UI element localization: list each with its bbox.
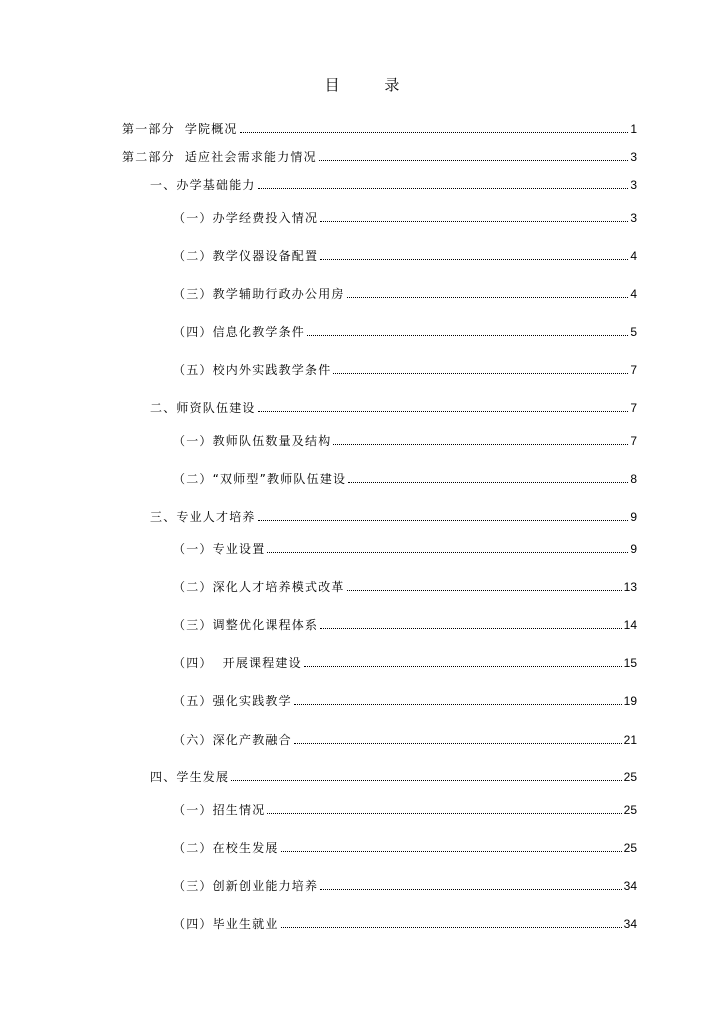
toc-entry-label: （二）深化人才培养模式改革	[173, 580, 345, 594]
toc-entry-label: （五）校内外实践教学条件	[173, 363, 332, 377]
toc-page-number: 9	[630, 542, 637, 556]
toc-leader-dots	[294, 742, 622, 744]
toc-entry[interactable]	[173, 359, 637, 377]
toc-entry-label: （六）深化产教融合	[173, 733, 292, 747]
toc-leader-dots	[320, 627, 621, 629]
toc-entry-label: 一、办学基础能力	[150, 178, 256, 192]
toc-page-number: 7	[630, 401, 637, 415]
toc-entry[interactable]	[173, 538, 637, 556]
toc-entry[interactable]	[122, 146, 637, 164]
toc-page-number: 25	[623, 770, 637, 784]
toc-entry-label: 第一部分 学院概况	[122, 122, 238, 136]
toc-leader-dots	[258, 519, 629, 521]
toc-page-number: 7	[630, 363, 637, 377]
toc-leader-dots	[347, 296, 629, 298]
toc-page-number: 34	[623, 917, 637, 931]
toc-leader-dots	[320, 220, 628, 222]
toc-entry[interactable]	[150, 766, 637, 784]
toc-entry[interactable]	[173, 729, 637, 747]
toc-entry-label: 三、专业人才培养	[150, 510, 256, 524]
toc-page-number: 3	[630, 150, 637, 164]
toc-page-number: 25	[623, 803, 637, 817]
toc-entry-label: 二、师资队伍建设	[150, 401, 256, 415]
toc-entry-label: （三）创新创业能力培养	[173, 879, 319, 893]
toc-entry[interactable]	[173, 690, 637, 708]
toc-leader-dots	[333, 443, 628, 445]
toc-page-number: 8	[630, 472, 637, 486]
toc-leader-dots	[307, 334, 628, 336]
toc-entry[interactable]	[150, 506, 637, 524]
toc-page-number: 5	[630, 325, 637, 339]
toc-leader-dots	[267, 812, 621, 814]
toc-leader-dots	[240, 131, 629, 133]
toc-leader-dots	[333, 372, 628, 374]
toc-leader-dots	[281, 850, 622, 852]
toc-entry-label: （一）招生情况	[173, 803, 266, 817]
toc-page-number: 19	[623, 694, 637, 708]
toc-leader-dots	[304, 665, 622, 667]
toc-leader-dots	[294, 703, 622, 705]
toc-entry-label: （一）教师队伍数量及结构	[173, 434, 332, 448]
toc-page-number: 1	[630, 122, 637, 136]
toc-page-number: 4	[630, 249, 637, 263]
toc-entry[interactable]	[173, 913, 637, 931]
toc-entry[interactable]	[173, 875, 637, 893]
toc-leader-dots	[258, 187, 629, 189]
toc-entry[interactable]	[173, 321, 637, 339]
toc-entry[interactable]	[173, 468, 637, 486]
toc-entry-label: （三）调整优化课程体系	[173, 618, 319, 632]
toc-entry-label: 四、学生发展	[150, 770, 230, 784]
toc-entry-label: 第二部分 适应社会需求能力情况	[122, 150, 317, 164]
toc-page-number: 34	[623, 879, 637, 893]
toc-entry-label: （一）办学经费投入情况	[173, 211, 319, 225]
toc-page-number: 13	[623, 580, 637, 594]
toc-page-number: 9	[630, 510, 637, 524]
toc-entry[interactable]	[173, 430, 637, 448]
toc-entry-label: （四）毕业生就业	[173, 917, 279, 931]
toc-leader-dots	[348, 481, 628, 483]
toc-entry[interactable]	[122, 118, 637, 136]
toc-leader-dots	[267, 551, 628, 553]
toc-leader-dots	[320, 888, 621, 890]
toc-leader-dots	[258, 410, 629, 412]
toc-entry[interactable]	[150, 174, 637, 192]
toc-page-number: 4	[630, 287, 637, 301]
toc-entry[interactable]	[173, 799, 637, 817]
toc-entry[interactable]	[173, 652, 637, 670]
toc-entry-label: （一）专业设置	[173, 542, 266, 556]
toc-entry[interactable]	[173, 207, 637, 225]
toc-entry-label: （二）教学仪器设备配置	[173, 249, 319, 263]
toc-page-number: 14	[623, 618, 637, 632]
toc-page-number: 3	[630, 211, 637, 225]
toc-leader-dots	[231, 779, 621, 781]
toc-leader-dots	[347, 589, 622, 591]
toc-leader-dots	[281, 926, 622, 928]
toc-leader-dots	[319, 159, 628, 161]
toc-entry-label: （二）在校生发展	[173, 841, 279, 855]
toc-page-number: 7	[630, 434, 637, 448]
toc-entry-label: （二）“双师型”教师队伍建设	[173, 472, 347, 486]
toc-entry[interactable]	[150, 397, 637, 415]
toc-entry[interactable]	[173, 283, 637, 301]
toc-page-number: 15	[623, 656, 637, 670]
toc-entry-label: （三）教学辅助行政办公用房	[173, 287, 345, 301]
toc-page-number: 3	[630, 178, 637, 192]
toc-entry[interactable]	[173, 576, 637, 594]
toc-title: 目 录	[324, 76, 420, 94]
toc-page-number: 25	[623, 841, 637, 855]
toc-entry-label: （四）信息化教学条件	[173, 325, 306, 339]
toc-entry[interactable]	[173, 245, 637, 263]
toc-entry-label: （四） 开展课程建设	[173, 656, 302, 670]
toc-entry[interactable]	[173, 614, 637, 632]
toc-entry-label: （五）强化实践教学	[173, 694, 292, 708]
toc-entry[interactable]	[173, 837, 637, 855]
toc-leader-dots	[320, 258, 628, 260]
toc-page-number: 21	[623, 733, 637, 747]
